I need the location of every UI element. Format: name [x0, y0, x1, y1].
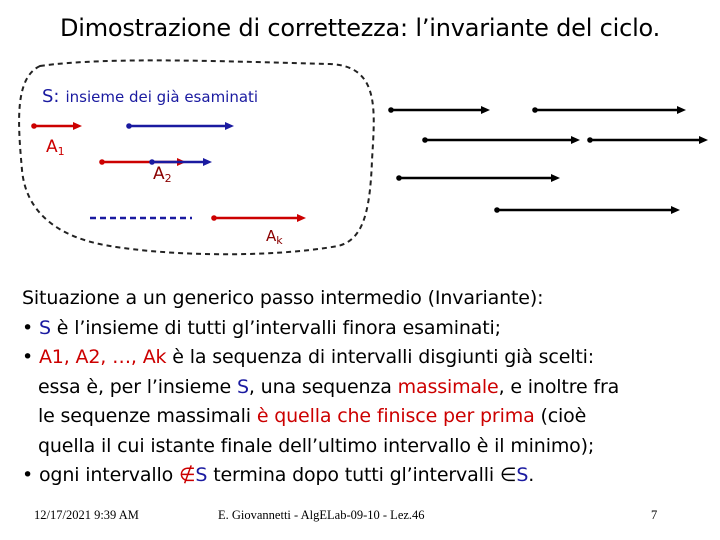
not-in-symbol: ∉: [178, 464, 196, 486]
bullet-2-text: è la sequenza di intervalli disgiunti già scelti:: [166, 346, 595, 368]
set-s-ref: S: [38, 316, 51, 339]
label-ak-sub: k: [276, 234, 283, 247]
highlight-finisce-prima: è quella che finisce per prima: [256, 405, 535, 427]
bullet-2-line-4: quella il cui istante finale dell’ultimo intervallo è il minimo);: [38, 434, 595, 457]
interval-outside-1: [388, 106, 490, 114]
interval-ak: [211, 214, 306, 222]
interval-a1: [31, 122, 82, 130]
footer-author: E. Giovannetti - AlgELab-09-10 - Lez.46: [218, 508, 425, 522]
text-segment: (cioè: [534, 405, 587, 427]
label-a1-letter: A: [46, 137, 58, 157]
footer-page-number: 7: [651, 508, 658, 522]
label-ak: [266, 227, 283, 247]
slide-title: Dimostrazione di correttezza: l’invariante del ciclo.: [59, 14, 661, 42]
bullet-3: [22, 461, 712, 491]
set-s-ref: S: [236, 375, 249, 398]
label-a1-sub: 1: [57, 145, 65, 158]
set-s-label: [42, 86, 258, 107]
label-a2-sub: 2: [164, 172, 172, 185]
bullet-marker: •: [22, 346, 34, 368]
interval-outside-5: [396, 174, 560, 182]
text-segment: termina dopo tutti gl’intervalli: [207, 464, 500, 486]
sequence-ref: A1, A2, …, Ak: [38, 346, 167, 368]
label-a2-letter: A: [153, 164, 165, 184]
label-ak-letter: A: [266, 227, 277, 245]
text-segment: le sequenze massimali: [38, 405, 257, 427]
bullet-2-line-2: [22, 373, 712, 403]
interval-blue-1: [126, 122, 234, 130]
highlight-massimale: massimale: [397, 375, 499, 398]
interval-outside-2: [532, 106, 686, 114]
text-segment: ogni intervallo: [38, 464, 179, 486]
bullet-2: [22, 343, 712, 373]
text-segment: , e inoltre fra: [498, 375, 620, 398]
interval-outside-4: [587, 136, 708, 144]
bullet-1-text: è l’insieme di tutti gl’intervalli finora esaminati;: [50, 316, 501, 339]
bullet-2-line-3: [22, 402, 712, 432]
bullet-1: [22, 314, 712, 344]
set-s-symbol: S:: [42, 86, 60, 107]
interval-outside-6: [494, 206, 680, 214]
text-segment: essa è, per l’insieme: [38, 375, 237, 398]
slide-body: [22, 284, 712, 491]
text-segment: , una sequenza: [248, 375, 398, 398]
set-s-ref: S: [195, 464, 208, 486]
footer-date: 12/17/2021 9:39 AM: [34, 508, 139, 522]
bullet-marker: •: [22, 316, 34, 339]
text-segment: .: [528, 464, 535, 486]
in-symbol: ∈: [499, 464, 517, 486]
interval-outside-3: [422, 136, 580, 144]
label-a1: [46, 137, 65, 158]
bullet-marker: •: [22, 464, 34, 486]
set-s-ref: S: [516, 464, 529, 486]
intro-line: Situazione a un generico passo intermedio (Invariante):: [22, 287, 544, 309]
set-s-description: insieme dei già esaminati: [65, 88, 259, 106]
label-a2: [153, 164, 172, 185]
